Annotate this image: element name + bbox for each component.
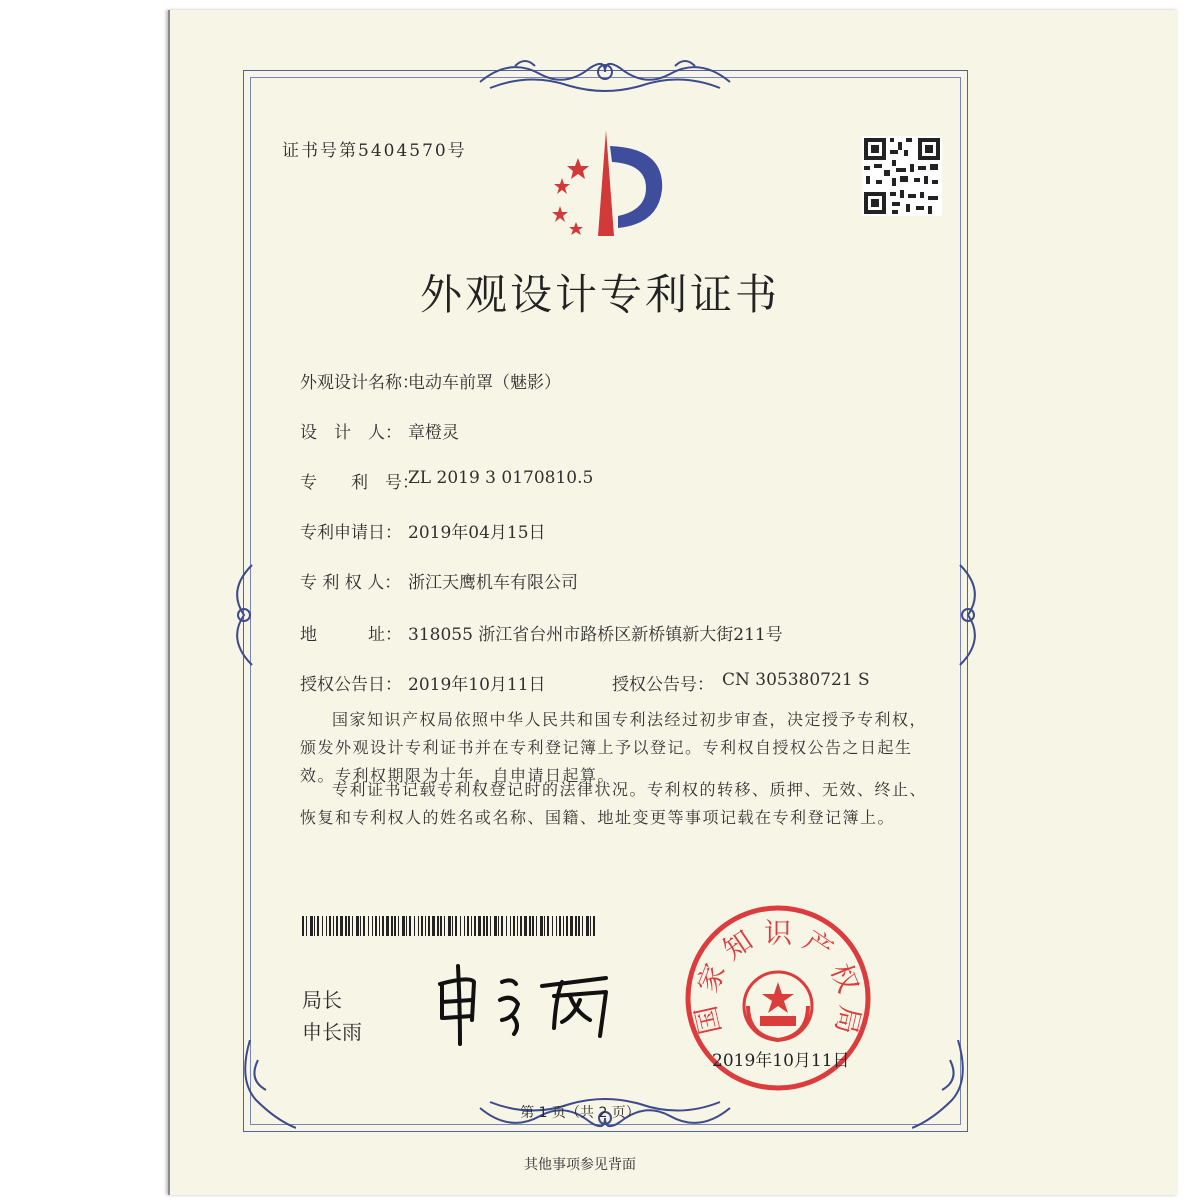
director-signature [430, 956, 620, 1052]
application-date-label: 专利申请日： [300, 523, 402, 543]
patentee-value: 浙江天鹰机车有限公司 [408, 573, 578, 593]
cnipa-logo-icon [540, 128, 670, 238]
legal-status-paragraph: 专利证书记载专利权登记时的法律状况。专利权的转移、质押、无效、终止、恢复和专利权人的姓名或名称、国籍、地址变更等事项记载在专利登记簿上。 [300, 780, 928, 827]
seal-date: 2019年10月11日 [712, 1051, 850, 1071]
corner-ornament-icon [912, 1040, 972, 1140]
paper-edge [168, 10, 170, 1195]
left-ornament-icon [222, 560, 262, 670]
page-number: 第 1 页（共 2 页） [520, 1105, 640, 1121]
design-name-value: 电动车前罩（魅影） [408, 373, 561, 393]
patent-number-label: 专 利 号： [300, 473, 419, 493]
announcement-date-label: 授权公告日： [300, 675, 402, 695]
patent-number-value: ZL 2019 3 0170810.5 [408, 468, 594, 488]
top-ornament-icon [470, 52, 740, 98]
designer-label: 设 计 人： [300, 423, 402, 443]
right-ornament-icon [950, 560, 990, 670]
application-date-value: 2019年04月15日 [408, 523, 546, 543]
qr-code-icon [862, 136, 942, 216]
corner-ornament-icon [236, 1040, 296, 1140]
address-label: 地 址： [300, 625, 402, 645]
announcement-number-value: CN 305380721 S [722, 670, 870, 690]
svg-text:国 家 知 识 产 权 局: 国 家 知 识 产 权 局 [689, 916, 867, 1038]
grant-paragraph: 国家知识产权局依照中华人民共和国专利法经过初步审查，决定授予专利权，颁发外观设计专利证书并在专利登记簿上予以登记。专利权自授权公告之日起生效。专利权期限为十年，自申请日起算。 [300, 710, 928, 785]
announcement-number-label: 授权公告号： [612, 675, 714, 695]
national-emblem-icon [744, 972, 812, 1040]
patentee-label: 专 利 权 人： [300, 573, 402, 593]
design-name-label: 外观设计名称： [300, 373, 419, 393]
certificate-title: 外观设计专利证书 [419, 270, 780, 319]
announcement-date-value: 2019年10月11日 [408, 675, 546, 695]
director-name: 申长雨 [302, 1020, 362, 1044]
director-title: 局长 [302, 988, 342, 1012]
certificate-number: 证书号第5404570号 [282, 141, 467, 161]
designer-value: 章橙灵 [408, 423, 459, 443]
back-note: 其他事项参见背面 [524, 1157, 636, 1173]
barcode-icon [302, 916, 598, 936]
address-value: 318055 浙江省台州市路桥区新桥镇新大街211号 [408, 625, 783, 645]
